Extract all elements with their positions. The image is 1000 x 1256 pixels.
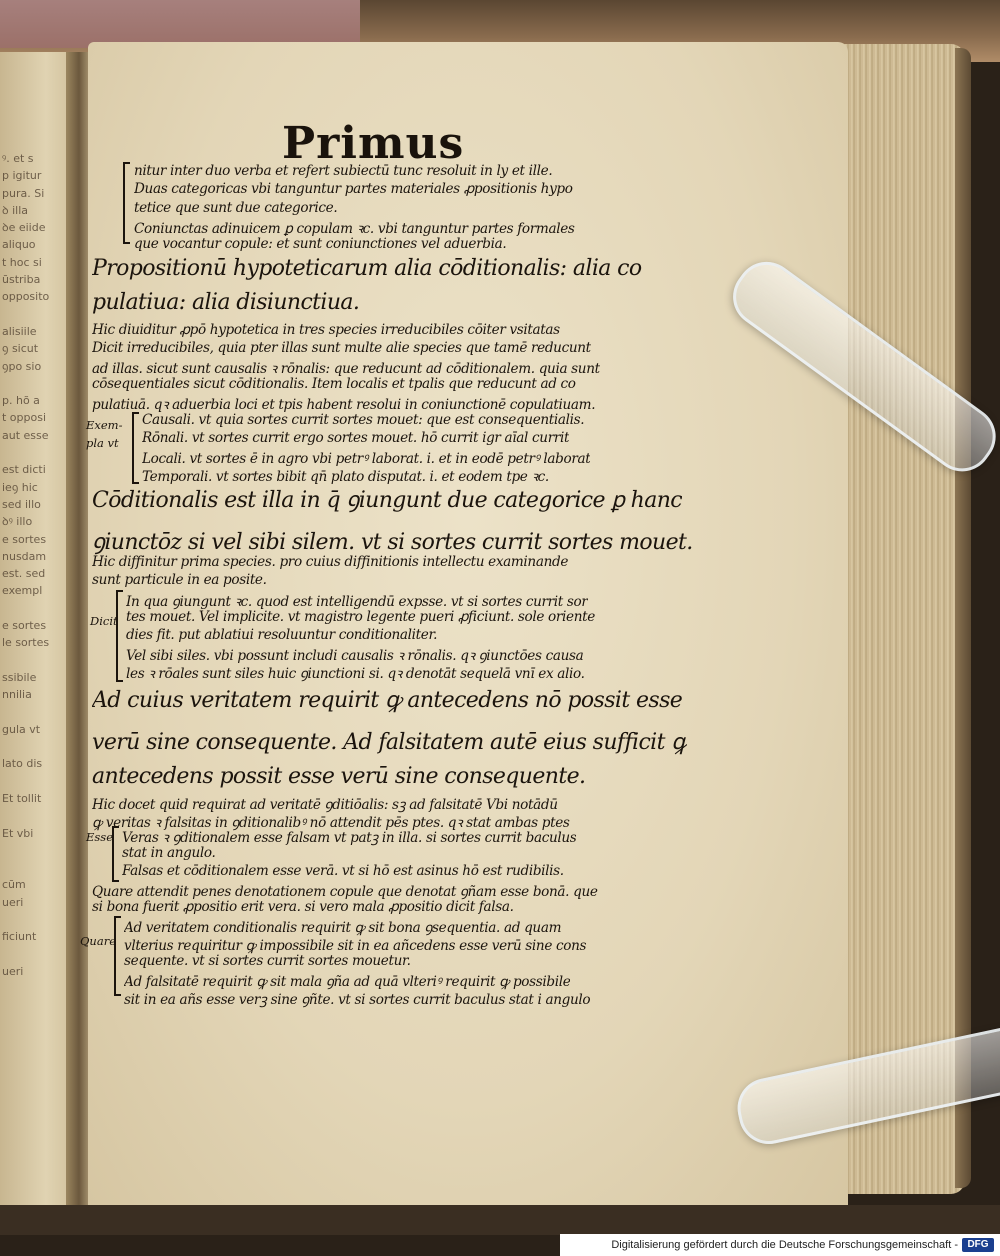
- text-line: pulatiuā. qꝛ aduerbia loci et tpis habent resolui in coniunctionē copulatiuam.: [92, 397, 596, 413]
- text-line-large: Cōditionalis est illa in q̄ ꝯiungunt due categorice ꝑ hanc: [92, 488, 683, 513]
- scan-bottom-edge: [0, 1205, 1000, 1235]
- text-line: tetice que sunt due categorice.: [134, 200, 338, 216]
- text-line: sunt particule in ea posite.: [92, 572, 267, 588]
- margin-note: pla vt: [86, 436, 119, 450]
- text-line: Vel sibi siles. vbi possunt includi causalis ꝛ rōnalis. qꝛ ꝯiunctōes causa: [126, 648, 584, 664]
- bracket: [112, 826, 119, 882]
- margin-note: Exem-: [86, 418, 123, 432]
- text-line: Rōnali. vt sortes currit ergo sortes mouet. hō currit igr aīal currit: [142, 430, 570, 446]
- text-line: ꝙ veritas ꝛ falsitas in ꝯditionalibꝰ nō attendit pēs ptes. qꝛ stat ambas ptes: [92, 815, 570, 831]
- text-line: Duas categoricas vbi tanguntur partes materiales ꝓpositionis hypo: [134, 181, 573, 197]
- text-line: que vocantur copule: et sunt coniunctiones vel aduerbia.: [134, 236, 507, 252]
- margin-note: Esse: [86, 830, 114, 844]
- text-line: Falsas et cōditionalem esse verā. vt si hō est asinus hō est rudibilis.: [122, 863, 564, 879]
- footer-credit-text: Digitalisierung gefördert durch die Deutsche Forschungsgemeinschaft -: [611, 1239, 958, 1251]
- footer-credit-bar: [560, 1234, 1000, 1256]
- text-line: Coniunctas adinuicem ꝑ copulam ꝛc. vbi tanguntur partes formales: [134, 221, 575, 237]
- text-line-large: antecedens possit esse verū sine consequente.: [92, 764, 586, 789]
- text-line: si bona fuerit ꝓpositio erit vera. si vero mala ꝓpositio dicit falsa.: [92, 899, 514, 915]
- cover-binding-band: [0, 0, 360, 48]
- bracket: [123, 162, 130, 244]
- text-line: sequente. vt si sortes currit sortes mouetur.: [124, 953, 411, 969]
- text-line: In qua ꝯiungunt ꝛc. quod est intelligendū expsse. vt si sortes currit sor: [126, 594, 588, 610]
- text-line: Hic diuiditur ꝓpō hypotetica in tres species irreducibiles cōiter vsitatas: [92, 322, 560, 338]
- page-heading: Primus: [282, 118, 465, 169]
- text-line: cōsequentiales sicut cōditionalis. Item localis et tpalis que reducunt ad co: [92, 376, 576, 392]
- text-line: Causali. vt quia sortes currit sortes mouet: que est consequentialis.: [142, 412, 585, 428]
- text-line: sit in ea añs esse verꝫ sine ꝯñte. vt si sortes currit baculus stat i angulo: [124, 992, 591, 1008]
- text-line: stat in angulo.: [122, 845, 216, 861]
- text-line: dies fit. put ablatiui resoluuntur conditionaliter.: [126, 627, 438, 643]
- text-line-large: Propositionū hypoteticarum alia cōditionalis: alia co: [92, 256, 642, 281]
- text-line: Quare attendit penes denotationem copule que denotat ꝯñam esse bonā. que: [92, 884, 598, 900]
- text-line: tes mouet. Vel implicite. vt magistro legente pueri ꝓficiunt. sole oriente: [126, 609, 595, 625]
- text-line: Dicit irreducibiles, quia pter illas sunt multe alie species que tamē reducunt: [92, 340, 591, 356]
- text-line: Hic diffinitur prima species. pro cuius diffinitionis intellectu examinande: [92, 554, 569, 570]
- text-line-large: verū sine consequente. Ad falsitatem autē eius sufficit ꝙ: [92, 730, 688, 755]
- text-line: Temporali. vt sortes bibit qn̄ plato disputat. i. et eodem tpe ꝛc.: [142, 469, 549, 485]
- margin-note: Quare: [80, 934, 116, 948]
- dfg-logo: DFG: [962, 1238, 994, 1252]
- bracket: [132, 412, 139, 484]
- text-line: nitur inter duo verba et refert subiectū tunc resoluit in ly et ille.: [134, 163, 553, 179]
- text-line: ad illas. sicut sunt causalis ꝛ rōnalis: que reducunt ad cōditionalem. quia sunt: [92, 361, 600, 377]
- text-line-large: Ad cuius veritatem requirit ꝙ antecedens nō possit esse: [92, 688, 683, 713]
- text-line: Hic docet quid requirat ad veritatē ꝯditiōalis: sꝫ ad falsitatē Vbi notādū: [92, 797, 558, 813]
- text-line: Veras ꝛ ꝯditionalem esse falsam vt patꝫ in illa. si sortes currit baculus: [122, 830, 577, 846]
- text-line: vlterius requiritur ꝙ impossibile sit in ea añcedens esse verū sine cons: [124, 938, 587, 954]
- text-line: Ad veritatem conditionalis requirit ꝙ sit bona ꝯsequentia. ad quam: [124, 920, 562, 936]
- text-line: Locali. vt sortes ē in agro vbi petrꝰ laborat. i. et in eodē petrꝰ laborat: [142, 451, 591, 467]
- text-line: les ꝛ rōales sunt siles huic ꝯiunctioni si. qꝛ denotāt sequelā vnī ex alio.: [126, 666, 585, 682]
- text-line-large: ꝯiunctōz si vel sibi silem. vt si sortes currit sortes mouet.: [92, 530, 693, 555]
- bracket: [116, 590, 123, 682]
- page-edges-shadow: [955, 48, 971, 1188]
- text-line-large: pulatiua: alia disiunctiua.: [92, 290, 360, 315]
- text-line: Ad falsitatē requirit ꝙ sit mala ꝯña ad quā vlteriꝰ requirit ꝙ possibile: [124, 974, 571, 990]
- margin-note: Dicit: [90, 614, 118, 628]
- left-page-text: ꝰ. et s p igitur pura. Si ꝺ illa ꝺe eiide aliquo t hoc si ūstriba opposito alisiile ꝯ sicut ꝯpo sio p. hõ a t opposi aut esse est dicti ieꝯ hic sed illo ꝺꝰ illo e sortes nusdam est. sed exempl e sortes le sortes ssibile nnilia gula vt lato dis Et tollit Et vbi cūm ueri ficiunt ueri: [2, 152, 50, 978]
- bracket: [114, 916, 121, 996]
